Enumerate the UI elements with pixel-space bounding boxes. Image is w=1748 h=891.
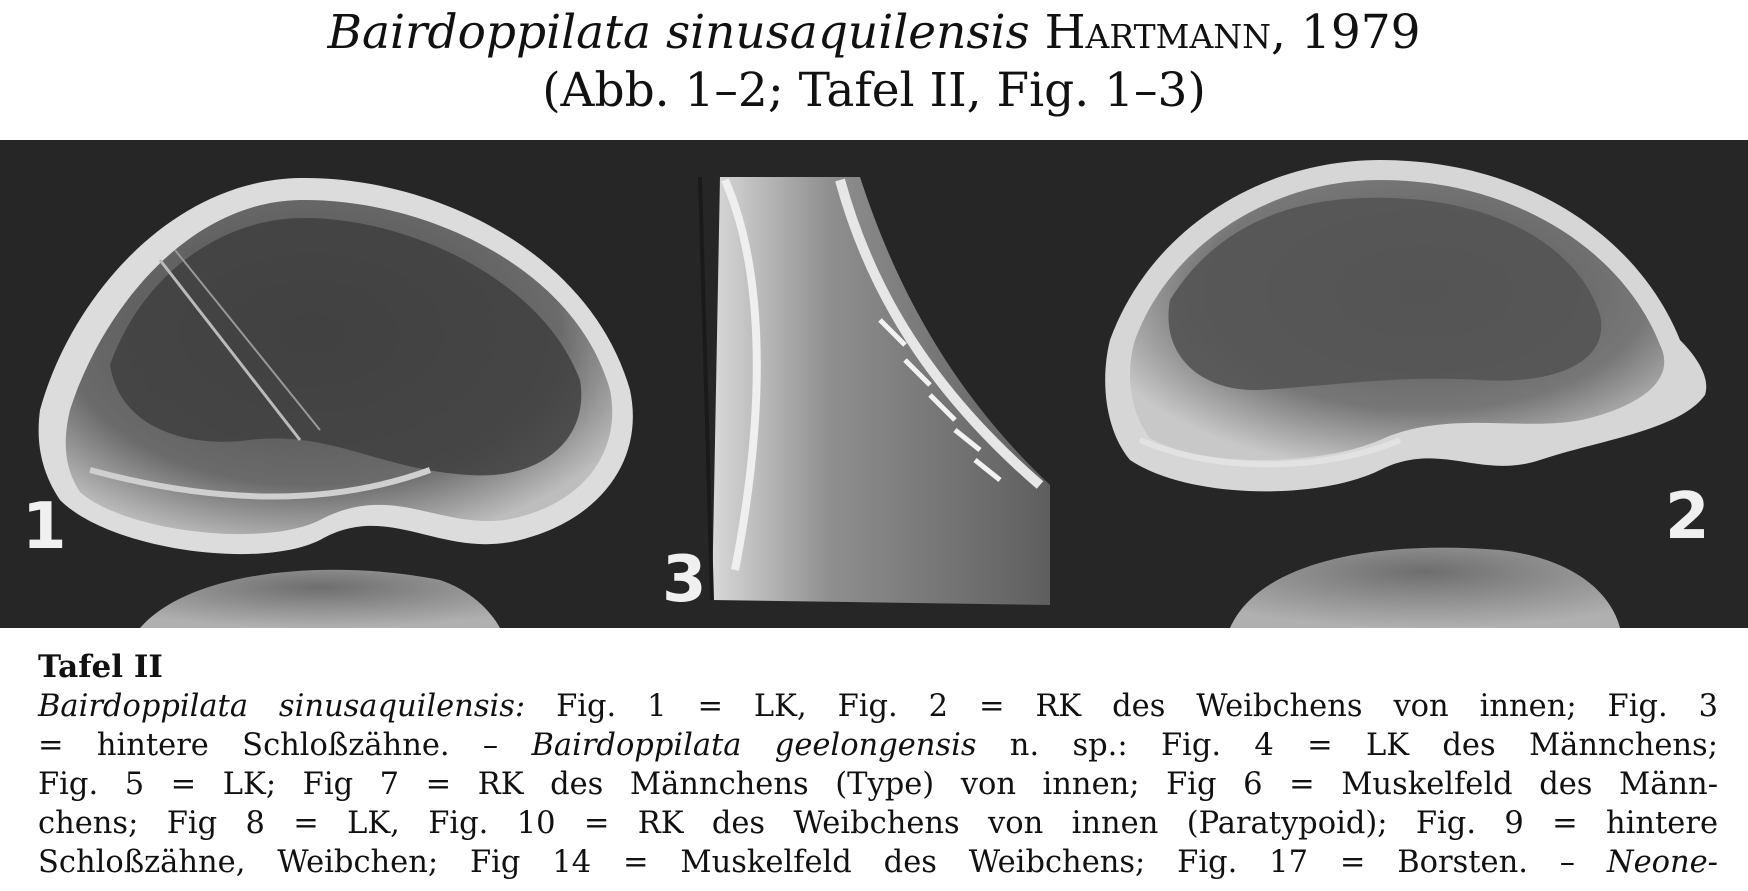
caption-line [38, 687, 1718, 726]
caption-species: Bairdoppilata geelongensis [531, 728, 977, 763]
caption-line: Fig. 5 = LK; Fig 7 = RK des Männchens (Type) von innen; Fig 6 = Muskelfeld des Männ- [38, 767, 1718, 802]
heading-title-line [0, 4, 1748, 62]
specimen-fig-3 [700, 177, 1050, 605]
heading-references: (Abb. 1–2; Tafel II, Fig. 1–3) [542, 63, 1206, 118]
caption-title: Tafel II [38, 649, 163, 685]
figure-label-1: 1 [22, 490, 67, 564]
year: , 1979 [1271, 5, 1421, 60]
plate-caption [38, 648, 1718, 882]
specimen-fig-2 [1105, 160, 1706, 491]
figure-label-2: 2 [1665, 480, 1710, 554]
author-name: Hartmann [1044, 5, 1272, 60]
specimen-fig-1 [39, 178, 633, 554]
caption-species: Bairdoppilata sinusaquilensis: [38, 689, 526, 724]
caption-text: n. sp.: Fig. 4 = LK des Männchens; [976, 728, 1718, 763]
caption-line [38, 726, 1718, 765]
caption-line [38, 843, 1718, 882]
caption-text: Schloßzähne, Weibchen; Fig 14 = Muskelfeld des Weibchens; Fig. 17 = Borsten. – [38, 845, 1607, 880]
photo-plate [0, 140, 1748, 628]
caption-line: chens; Fig 8 = LK, Fig. 10 = RK des Weibchens von innen (Paratypoid); Fig. 9 = hintere [38, 806, 1718, 841]
caption-species: Neone- [1606, 845, 1718, 880]
caption-text: Fig. 1 = LK, Fig. 2 = RK des Weibchens von innen; Fig. 3 [525, 689, 1718, 724]
species-name: Bairdoppilata sinusaquilensis [327, 5, 1030, 60]
sem-micrographs [0, 140, 1748, 628]
caption-text: = hintere Schloßzähne. – [38, 728, 532, 763]
partial-specimen-bottom-left [140, 570, 500, 628]
figure-label-3: 3 [662, 543, 707, 617]
partial-specimen-bottom-right [1230, 548, 1620, 628]
